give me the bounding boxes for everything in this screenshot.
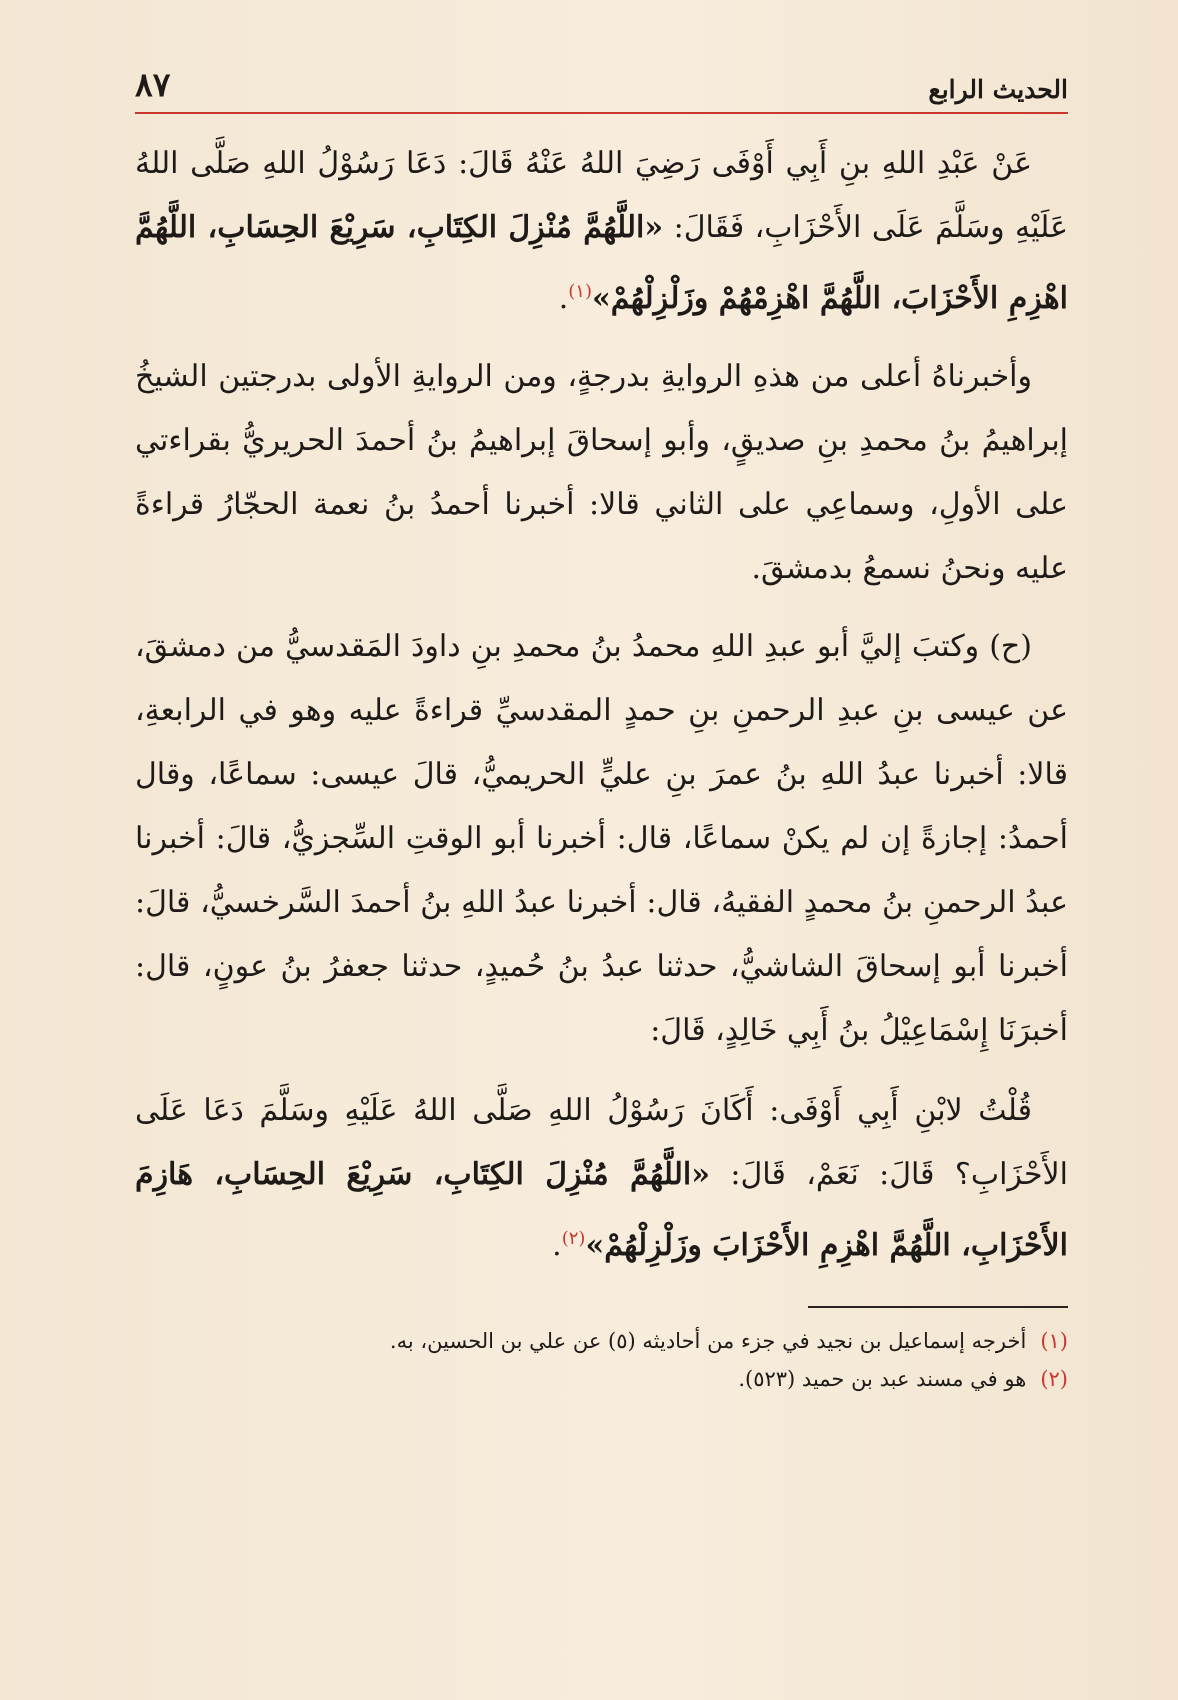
hadith-paragraph-1 (135, 132, 1068, 331)
hadith-intro-2: قُلْتُ لابْنِ أَبِي أَوْفَى: أَكَانَ رَسُوْلُ اللهِ صَلَّى اللهُ عَلَيْهِ وسَلَّمَ دَعَا عَلَى الأَحْزَابِ؟ قَالَ: نَعَمْ، قَالَ: (135, 1093, 1068, 1192)
footnote-text-2: هو في مسند عبد بن حميد (٥٢٣). (738, 1367, 1027, 1391)
chain-paragraph-1: وأخبرناهُ أعلى من هذهِ الروايةِ بدرجةٍ، ومن الروايةِ الأولى بدرجتين الشيخُ إبراهيمُ بنُ محمدِ بنِ صديقٍ، وأبو إسحاقَ إبراهيمُ بنُ أحمدَ الحريريُّ بقراءتي على الأولِ، وسماعِي على الثاني قالا: أخبرنا أحمدُ بنُ نعمة الحجّارُ قراءةً عليه ونحنُ نسمعُ بدمشقَ. (135, 359, 1068, 586)
hadith-quote-2: «اللَّهُمَّ مُنْزِلَ الكِتَابِ، سَرِيْعَ الحِسَابِ، هَازِمَ الأَحْزَابِ، اللَّهُمَّ اهْزِمِ الأَحْزَابَ وزَلْزِلْهُمْ» (135, 1157, 1068, 1263)
hadith-intro-1: عَنْ عَبْدِ اللهِ بنِ أَبِي أَوْفَى رَضِيَ اللهُ عَنْهُ قَالَ: دَعَا رَسُوْلُ اللهِ صَلَّى اللهُ عَلَيْهِ وسَلَّمَ عَلَى الأَحْزَابِ، فَقَالَ: (135, 146, 1068, 245)
footnote-2 (135, 1360, 1068, 1398)
footnote-separator (808, 1306, 1068, 1308)
running-header (135, 58, 1068, 104)
footnote-number-1: (١) (1040, 1329, 1068, 1353)
header-rule (135, 112, 1068, 114)
footnote-number-2: (٢) (1040, 1367, 1068, 1391)
main-text (135, 132, 1068, 1278)
page-number: ٨٧ (135, 65, 171, 104)
footnote-marker-2[interactable]: (٢) (561, 1228, 586, 1249)
footnote-1 (135, 1322, 1068, 1360)
footnotes (135, 1322, 1068, 1398)
footnote-text-1: أخرجه إسماعيل بن نجيد في جزء من أحاديثه (٥) عن علي بن الحسين، به. (389, 1329, 1027, 1353)
paragraph-end-1: . (558, 281, 569, 316)
chain-paragraph-2: (ح) وكتبَ إليَّ أبو عبدِ اللهِ محمدُ بنُ محمدِ بنِ داودَ المَقدسيُّ من دمشقَ، عن عيسى بنِ عبدِ الرحمنِ بنِ حمدٍ المقدسيِّ قراءةً عليه وهو في الرابعةِ، قالا: أخبرنا عبدُ اللهِ بنُ عمرَ بنِ عليٍّ الحريميُّ، قالَ عيسى: سماعًا، وقال أحمدُ: إجازةً إن لم يكنْ سماعًا، قال: أخبرنا أبو الوقتِ السِّجزيُّ، قالَ: أخبرنا عبدُ الرحمنِ بنُ محمدٍ الفقيهُ، قال: أخبرنا عبدُ اللهِ بنُ أحمدَ السَّرخسيُّ، قالَ: أخبرنا أبو إسحاقَ الشاشيُّ، حدثنا عبدُ بنُ حُميدٍ، حدثنا جعفرُ بنُ عونٍ، قال: أخبرَنَا إِسْمَاعِيْلُ بنُ أَبِي خَالِدٍ، قَالَ: (135, 629, 1068, 1048)
hadith-quote-1: «اللَّهُمَّ مُنْزِلَ الكِتَابِ، سَرِيْعَ الحِسَابِ، اللَّهُمَّ اهْزِمِ الأَحْزَابَ، اللَّهُمَّ اهْزِمْهُمْ وزَلْزِلْهُمْ» (135, 210, 1068, 316)
footnote-marker-1[interactable]: (١) (568, 281, 592, 302)
paragraph-end-2: . (552, 1228, 562, 1263)
hadith-paragraph-2 (135, 1079, 1068, 1278)
chapter-title: الحديث الرابع (928, 75, 1068, 104)
